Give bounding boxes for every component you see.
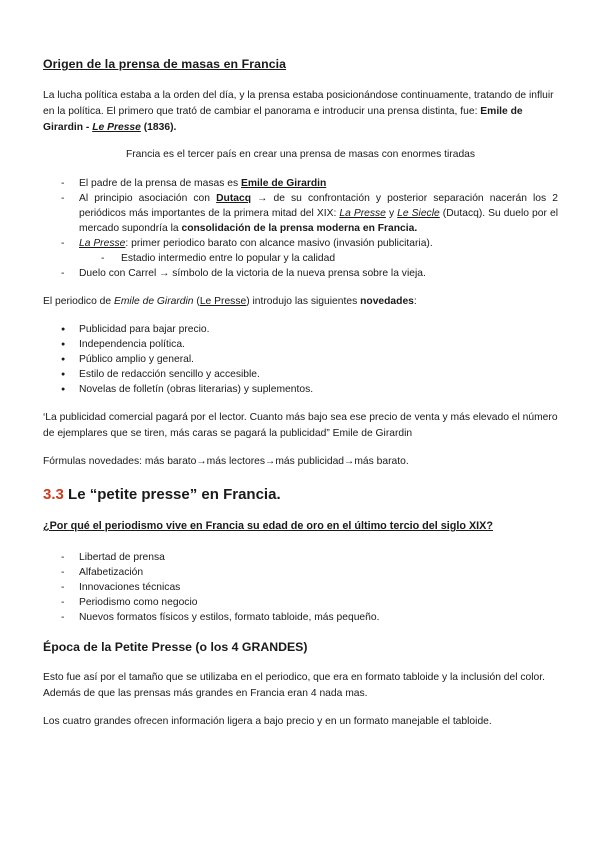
list-item: - Alfabetización	[43, 565, 558, 580]
consolidation-text: consolidación de la prensa moderna en Francia.	[181, 223, 418, 234]
girardin-list	[43, 176, 558, 281]
list-item: ● Publicidad para bajar precio.	[43, 322, 558, 337]
subheading: Época de la Petite Presse (o los 4 GRANDES)	[43, 640, 308, 654]
list-item: ● Público amplio y general.	[43, 352, 558, 367]
list-item: - Innovaciones técnicas	[43, 580, 558, 595]
item-text: El padre de la prensa de masas es	[79, 178, 241, 189]
le-presse-title: Le Presse	[92, 122, 141, 133]
girardin-name: Emile de Girardin	[43, 106, 523, 133]
list-item: ● Novelas de folletín (obras literarias) y suplementos.	[43, 382, 558, 397]
novedades-paragraph	[43, 294, 558, 310]
list-item: - Libertad de prensa	[43, 550, 558, 565]
dutacq-name: Dutacq	[216, 193, 252, 204]
list-item	[43, 236, 558, 251]
la-presse-title: La Presse	[339, 208, 386, 219]
list-item	[43, 176, 558, 191]
centered-statement: Francia es el tercer país en crear una prensa de masas con enormes tiradas	[125, 149, 476, 160]
girardin-name: Emile de Girardin	[241, 178, 327, 189]
page-title: Origen de la prensa de masas en Francia	[43, 57, 287, 71]
girardin-name: Emile de Girardin	[113, 296, 194, 307]
intro-text: La lucha política estaba a la orden del día, y la prensa estaba posicionándose continuamente, tratando de influir en la política. El primero que trató de cambiar el panorama e introducir una prensa distinta, fue:	[43, 90, 554, 117]
text: El periodico de	[43, 296, 114, 307]
question-heading: ¿Por qué el periodismo vive en Francia su edad de oro en el último tercio del siglo XIX?	[43, 520, 493, 532]
list-item: - Periodismo como negocio	[43, 595, 558, 610]
text: ) introdujo las siguientes	[246, 296, 361, 307]
list-item: ● Estilo de redacción sencillo y accesible.	[43, 367, 558, 382]
intro-year: (1836).	[140, 122, 177, 133]
girardin-quote: ‘La publicidad comercial pagará por el lector. Cuanto más bajo sea ese precio de venta y más elevado el número de ejemplares que se tiren, más caras se pagará la publicidad” Emile de Girardin	[43, 412, 558, 439]
list-item	[43, 191, 558, 236]
text: :	[413, 296, 417, 307]
section-title: Le “petite presse” en Francia.	[63, 486, 281, 503]
intro-separator: -	[83, 122, 93, 133]
intro-paragraph	[43, 88, 558, 136]
list-item: - Nuevos formatos físicos y estilos, formato tabloide, más pequeño.	[43, 610, 558, 625]
section-heading	[43, 485, 558, 505]
list-item: - Duelo con Carrel → símbolo de la victoria de la nueva prensa sobre la vieja.	[43, 266, 558, 281]
tabloid-paragraph: Esto fue así por el tamaño que se utilizaba en el periodico, que era en formato tabloide y la inclusión del color. Además de que las prensas más grandes en Francia eran 4 nada mas.	[43, 672, 545, 699]
item-text: y	[385, 208, 398, 219]
list-item: ● Independencia política.	[43, 337, 558, 352]
item-text: : primer periodico barato con alcance masivo (invasión publicitaria).	[125, 238, 433, 249]
formulas-line: Fórmulas novedades: más barato→más lectores→más publicidad→más barato.	[43, 456, 409, 467]
le-presse-title: Le Presse	[199, 296, 247, 307]
item-text: → de su confrontación y posterior separación nacerán los 2 periódicos más importantes de la primera mitad del XIX:	[79, 193, 558, 219]
novedades-list	[43, 322, 558, 397]
item-text: (Dutacq). Su duelo por el mercado supondría la	[79, 208, 558, 234]
four-greats-paragraph: Los cuatro grandes ofrecen información ligera a bajo precio y en un formato manejable el tabloide.	[43, 716, 492, 727]
section-number: 3.3	[43, 486, 64, 503]
le-siecle-title: Le Siecle	[397, 208, 440, 219]
novedades-word: novedades	[360, 296, 414, 307]
la-presse-title: La Presse	[79, 238, 126, 249]
reasons-list	[43, 550, 558, 625]
sub-list-item: - Estadio intermedio entre lo popular y la calidad	[43, 251, 558, 266]
item-text: Al principio asociación con	[79, 193, 217, 204]
text: (	[193, 296, 200, 307]
